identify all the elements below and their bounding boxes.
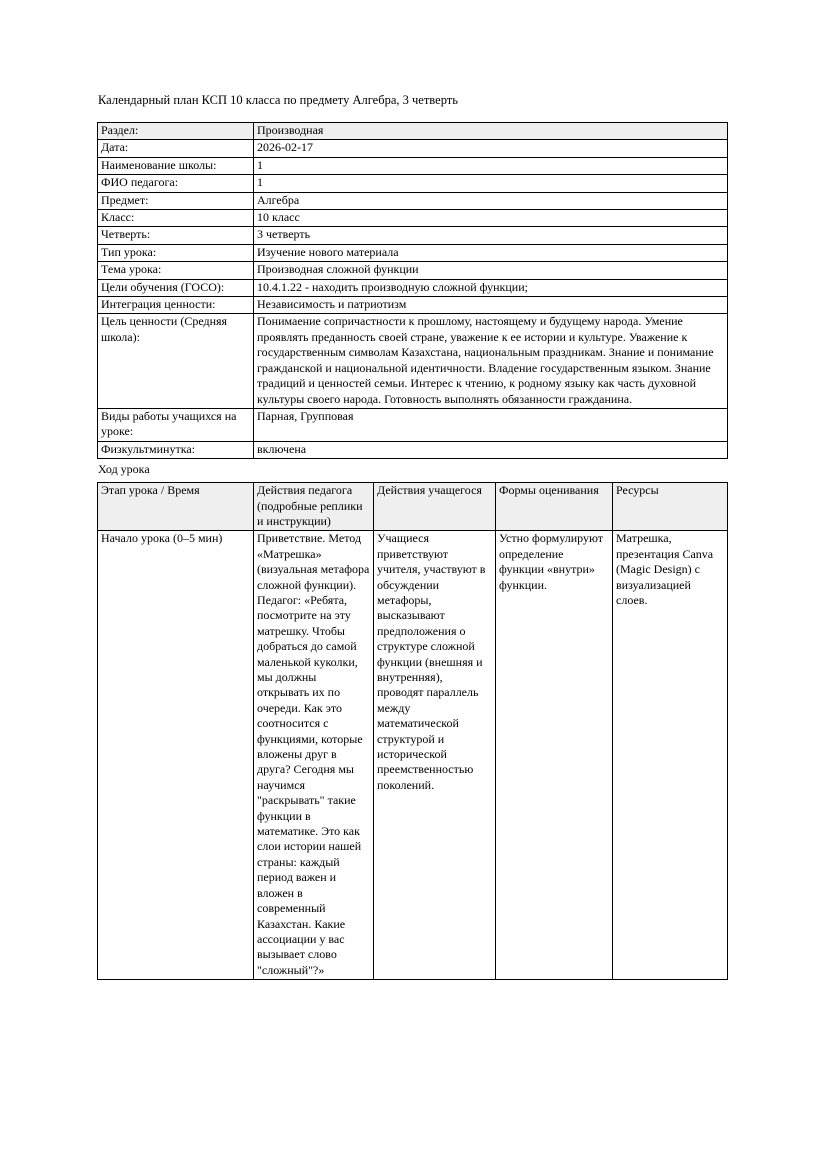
row-label: Дата:: [98, 140, 254, 157]
row-label: Физкультминутка:: [98, 441, 254, 458]
row-label: Цель ценности (Средняя школа):: [98, 314, 254, 408]
header-teacher-actions: Действия педагога (подробные реплики и инструкции): [254, 483, 374, 531]
info-row-razdel: [98, 123, 728, 140]
info-row-fizkultminutka: [98, 441, 728, 458]
info-row-values-goal: [98, 314, 728, 408]
row-value: Алгебра: [254, 192, 728, 209]
row-label: Раздел:: [98, 123, 254, 140]
cell-student-actions: Учащиеся приветствуют учителя, участвуют в обсуждении метафоры, высказывают предположения о структуре сложной функции (внешняя и внутренняя), проводят параллель между математической структурой и исторической преемственностью поколений.: [374, 531, 496, 980]
row-label: Интеграция ценности:: [98, 297, 254, 314]
info-row-lesson-topic: [98, 262, 728, 279]
row-label: Четверть:: [98, 227, 254, 244]
row-label: Предмет:: [98, 192, 254, 209]
row-value: 10.4.1.22 - находить производную сложной функции;: [254, 279, 728, 296]
row-label: Виды работы учащихся на уроке:: [98, 408, 254, 441]
row-value: включена: [254, 441, 728, 458]
row-label: Цели обучения (ГОСО):: [98, 279, 254, 296]
info-row-lesson-type: [98, 244, 728, 261]
row-value: 1: [254, 175, 728, 192]
cell-assessment: Устно формулируют определение функции «внутри» функции.: [496, 531, 613, 980]
row-value: 3 четверть: [254, 227, 728, 244]
row-label: ФИО педагога:: [98, 175, 254, 192]
info-row-class: [98, 210, 728, 227]
row-value: Парная, Групповая: [254, 408, 728, 441]
lesson-table-row: [98, 531, 728, 980]
row-value: Независимость и патриотизм: [254, 297, 728, 314]
info-row-quarter: [98, 227, 728, 244]
info-row-subject: [98, 192, 728, 209]
info-table: [97, 122, 728, 459]
row-label: Наименование школы:: [98, 157, 254, 174]
row-value: 2026-02-17: [254, 140, 728, 157]
header-student-actions: Действия учащегося: [374, 483, 496, 531]
info-row-values-integration: [98, 297, 728, 314]
info-row-teacher: [98, 175, 728, 192]
info-row-work-types: [98, 408, 728, 441]
row-value: 10 класс: [254, 210, 728, 227]
info-row-goals: [98, 279, 728, 296]
header-assessment: Формы оценивания: [496, 483, 613, 531]
row-label: Класс:: [98, 210, 254, 227]
header-resources: Ресурсы: [613, 483, 728, 531]
row-value: 1: [254, 157, 728, 174]
cell-resources: Матрешка, презентация Canva (Magic Design) с визуализацией слоев.: [613, 531, 728, 980]
row-value: Понимаение сопричастности к прошлому, настоящему и будущему народа. Умение проявлять преданность своей стране, уважение к ее истории и культуре. Уважение к государственным символам Казахстана, национальным праздникам. Знание и понимание гражданской и национальной идентичности. Владение государственным языком. Знание традиций и ценностей семьи. Интерес к чтению, к родному языку как часть духовной культуры своего народа. Готовность выполнять обязанности гражданина.: [254, 314, 728, 408]
row-label: Тема урока:: [98, 262, 254, 279]
lesson-table: [97, 482, 728, 980]
row-label: Тип урока:: [98, 244, 254, 261]
row-value: Производная: [254, 123, 728, 140]
header-stage: Этап урока / Время: [98, 483, 254, 531]
info-row-school: [98, 157, 728, 174]
page-title: Календарный план КСП 10 класса по предмету Алгебра, 3 четверть: [98, 93, 458, 107]
cell-stage: Начало урока (0–5 мин): [98, 531, 254, 980]
cell-teacher-actions: Приветствие. Метод «Матрешка» (визуальная метафора сложной функции). Педагог: «Ребята, посмотрите на эту матрешку. Чтобы добраться до самой маленькой куколки, мы должны открывать их по очереди. Как это соотносится с функциями, которые вложены друг в друга? Сегодня мы научимся "раскрывать" такие функции в математике. Это как слои истории нашей страны: каждый период важен и вложен в современный Казахстан. Какие ассоциации у вас вызывает слово "сложный"?»: [254, 531, 374, 980]
row-value: Изучение нового материала: [254, 244, 728, 261]
section-heading: Ход урока: [98, 462, 150, 477]
row-value: Производная сложной функции: [254, 262, 728, 279]
lesson-table-header-row: [98, 483, 728, 531]
info-row-data: [98, 140, 728, 157]
